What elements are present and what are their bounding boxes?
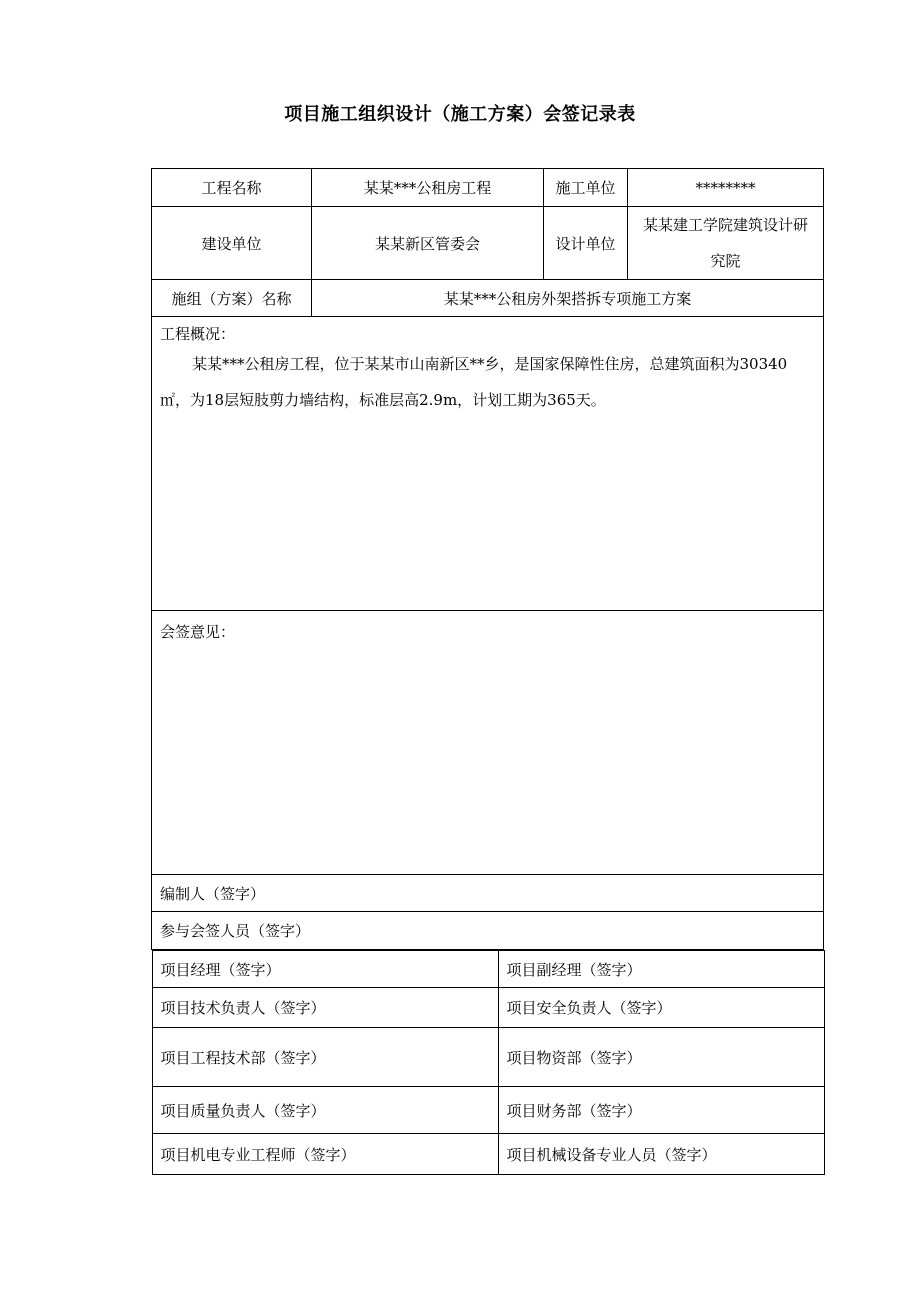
signature-finance-dept: 项目财务部（签字） — [498, 1087, 824, 1134]
owner-value: 某某新区管委会 — [312, 207, 544, 280]
signature-mep-engineer: 项目机电专业工程师（签字） — [152, 1134, 498, 1175]
table-row — [152, 912, 824, 950]
table-row — [152, 1134, 824, 1175]
signature-deputy-manager: 项目副经理（签字） — [498, 951, 824, 988]
opinion-label: 会签意见： — [160, 623, 236, 641]
opinion-cell — [152, 611, 824, 875]
editor-signature-cell: 编制人（签字） — [152, 875, 824, 912]
signature-grid-row — [152, 950, 824, 1176]
signoff-table — [151, 168, 824, 1175]
design-unit-value: 某某建工学院建筑设计研究院 — [628, 207, 824, 280]
plan-name-value: 某某***公租房外架搭拆专项施工方案 — [312, 280, 824, 317]
signature-materials-dept: 项目物资部（签字） — [498, 1028, 824, 1087]
table-row — [152, 875, 824, 912]
signature-quality-lead: 项目质量负责人（签字） — [152, 1087, 498, 1134]
overview-label: 工程概况： — [160, 325, 236, 343]
construction-unit-value: ******** — [628, 169, 824, 207]
signature-project-manager: 项目经理（签字） — [152, 951, 498, 988]
signature-engineering-dept: 项目工程技术部（签字） — [152, 1028, 498, 1087]
project-name-label: 工程名称 — [152, 169, 312, 207]
construction-unit-label: 施工单位 — [544, 169, 628, 207]
overview-text: 某某***公租房工程，位于某某市山南新区**乡，是国家保障性住房，总建筑面积为30340㎡，为18层短肢剪力墙结构，标准层高2.9m，计划工期为365天。 — [160, 355, 788, 409]
signature-technical-lead: 项目技术负责人（签字） — [152, 988, 498, 1028]
project-name-value: 某某***公租房工程 — [312, 169, 544, 207]
document-title: 项目施工组织设计（施工方案）会签记录表 — [284, 104, 636, 125]
table-row — [152, 207, 824, 280]
participants-signature-cell: 参与会签人员（签字） — [152, 912, 824, 950]
table-row — [152, 951, 824, 988]
overview-cell — [152, 317, 824, 611]
signature-equipment-staff: 项目机械设备专业人员（签字） — [498, 1134, 824, 1175]
opinion-row — [152, 611, 824, 875]
design-unit-label: 设计单位 — [544, 207, 628, 280]
table-row — [152, 169, 824, 207]
signature-grid — [152, 950, 825, 1175]
table-row — [152, 1028, 824, 1087]
owner-label: 建设单位 — [152, 207, 312, 280]
overview-row — [152, 317, 824, 611]
table-row — [152, 988, 824, 1028]
table-row — [152, 1087, 824, 1134]
plan-name-label: 施组（方案）名称 — [152, 280, 312, 317]
signature-safety-lead: 项目安全负责人（签字） — [498, 988, 824, 1028]
table-row — [152, 280, 824, 317]
